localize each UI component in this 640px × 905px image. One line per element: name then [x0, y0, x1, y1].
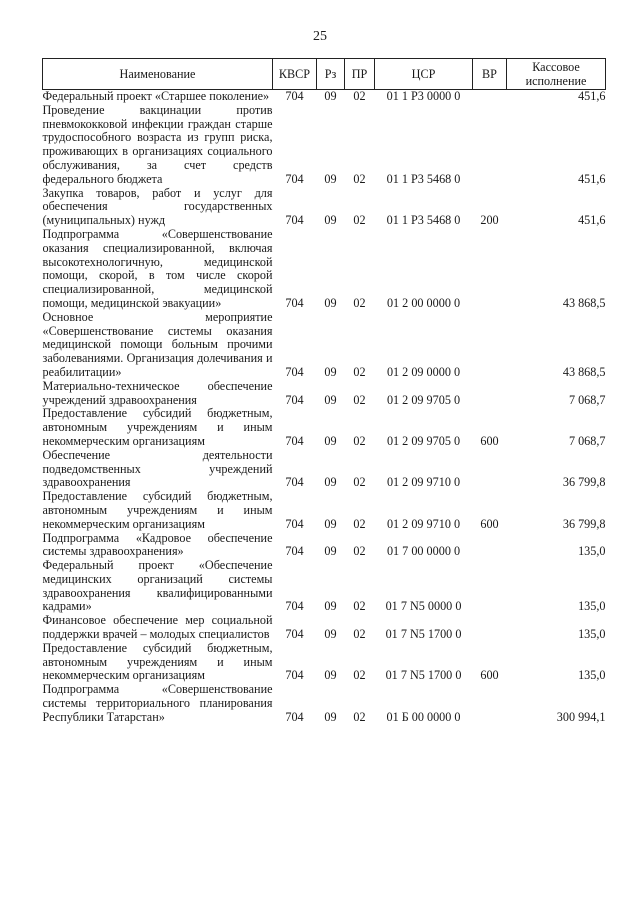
row-rz: 09 [324, 89, 337, 103]
row-rz: 09 [324, 433, 337, 448]
row-kvsr: 704 [285, 544, 304, 559]
row-kvsr: 704 [285, 709, 304, 724]
column-header-vr: ВР [473, 59, 507, 90]
row-kvsr: 704 [285, 89, 304, 103]
row-rz: 09 [324, 475, 337, 490]
row-amount: 451,6 [578, 171, 606, 186]
row-vr [473, 614, 507, 642]
row-kvsr: 704 [285, 475, 304, 490]
row-kvsr: 704 [285, 171, 304, 186]
row-csr: 01 7 N5 1700 0 [385, 627, 462, 642]
row-csr: 01 2 09 9705 0 [386, 392, 461, 407]
budget-table [42, 58, 606, 725]
row-name: Подпрограмма «Совершенствование системы территориального планирования Республики Татарстан» [42, 682, 273, 724]
row-name: Подпрограмма «Кадровое обеспечение системы здравоохранения» [42, 530, 273, 559]
row-name: Предоставление субсидий бюджетным, автономным учреждениям и иным некоммерческим организациям [42, 406, 273, 448]
row-csr: 01 7 00 0000 0 [386, 544, 461, 559]
row-vr: 600 [480, 433, 499, 448]
row-csr: 01 7 N5 0000 0 [385, 599, 462, 614]
row-kvsr: 704 [285, 516, 304, 531]
table-row [43, 559, 606, 614]
column-header-amount: Кассовое исполнение [507, 59, 606, 90]
row-vr [473, 380, 507, 408]
row-pr: 02 [353, 89, 366, 103]
row-kvsr: 704 [285, 213, 304, 228]
row-amount: 300 994,1 [556, 709, 606, 724]
table-row [43, 407, 606, 448]
table-row [43, 380, 606, 408]
row-vr [473, 559, 507, 614]
row-vr [473, 683, 507, 724]
column-header-name: Наименование [43, 59, 273, 90]
row-csr: 01 1 P3 5468 0 [386, 171, 461, 186]
row-vr [473, 104, 507, 187]
row-pr: 02 [353, 433, 366, 448]
row-csr: 01 2 00 0000 0 [386, 295, 461, 310]
row-amount: 135,0 [578, 599, 606, 614]
row-csr: 01 2 09 9705 0 [386, 433, 461, 448]
row-rz: 09 [324, 516, 337, 531]
row-pr: 02 [353, 171, 366, 186]
row-name: Основное мероприятие «Совершенствование системы оказания медицинской помощи больным прочими заболеваниями. Организация долечивания и реабилитации» [42, 309, 273, 379]
page-number: 25 [313, 29, 327, 44]
row-pr: 02 [353, 295, 366, 310]
column-header-rz: Рз [317, 59, 345, 90]
row-pr: 02 [353, 392, 366, 407]
row-name: Предоставление субсидий бюджетным, автономным учреждениям и иным некоммерческим организациям [42, 640, 273, 683]
row-kvsr: 704 [285, 392, 304, 407]
table-row [43, 490, 606, 531]
row-csr: 01 2 09 9710 0 [386, 475, 461, 490]
row-amount: 135,0 [578, 627, 606, 642]
row-name: Финансовое обеспечение мер социальной поддержки врачей – молодых специалистов [42, 613, 273, 642]
row-name: Подпрограмма «Совершенствование оказания специализированной, включая высокотехнологичную, медицинской помощи, скорой, в том числе скорой специализированной, медицинской помощи, медицинской эвакуации» [42, 226, 273, 310]
row-amount: 135,0 [578, 544, 606, 559]
row-rz: 09 [324, 668, 337, 683]
table-row [43, 90, 606, 104]
row-amount: 7 068,7 [568, 392, 606, 407]
row-rz: 09 [324, 364, 337, 379]
row-csr: 01 7 N5 1700 0 [385, 668, 462, 683]
row-kvsr: 704 [285, 364, 304, 379]
table-row [43, 449, 606, 490]
row-csr: 01 1 P3 0000 0 [386, 89, 461, 103]
row-vr [473, 90, 507, 104]
row-amount: 135,0 [578, 668, 606, 683]
row-name: Предоставление субсидий бюджетным, автономным учреждениям и иным некоммерческим организациям [42, 489, 273, 531]
table-row [43, 614, 606, 642]
row-kvsr: 704 [285, 599, 304, 614]
table-row [43, 532, 606, 560]
row-vr [473, 228, 507, 311]
row-csr: 01 2 09 9710 0 [386, 516, 461, 531]
row-csr: 01 Б 00 0000 0 [386, 709, 461, 724]
row-name: Федеральный проект «Обеспечение медицинских организаций системы здравоохранения квалифицированными кадрами» [42, 558, 273, 614]
row-pr: 02 [353, 364, 366, 379]
row-rz: 09 [324, 544, 337, 559]
row-name: Обеспечение деятельности подведомственных учреждений здравоохранения [42, 447, 273, 490]
row-pr: 02 [353, 213, 366, 228]
row-kvsr: 704 [285, 668, 304, 683]
row-vr: 200 [480, 213, 499, 228]
row-amount: 451,6 [578, 213, 606, 228]
row-kvsr: 704 [285, 295, 304, 310]
row-amount: 36 799,8 [562, 475, 606, 490]
row-vr [473, 449, 507, 490]
row-csr: 01 2 09 0000 0 [386, 364, 461, 379]
table-row [43, 311, 606, 380]
column-header-csr: ЦСР [375, 59, 473, 90]
row-rz: 09 [324, 599, 337, 614]
row-name: Проведение вакцинации против пневмококковой инфекции граждан старше трудоспособного возраста из групп риска, проживающих в организациях социального обслуживания, за счет средств федерального бюджета [42, 102, 273, 186]
row-rz: 09 [324, 627, 337, 642]
table-row [43, 683, 606, 724]
row-csr: 01 1 P3 5468 0 [386, 213, 461, 228]
row-name: Материально-техническое обеспечение учреждений здравоохранения [42, 378, 273, 407]
table-row [43, 642, 606, 683]
row-rz: 09 [324, 709, 337, 724]
row-kvsr: 704 [285, 433, 304, 448]
table-row [43, 187, 606, 228]
table-header-row [43, 59, 606, 90]
row-vr [473, 311, 507, 380]
row-pr: 02 [353, 516, 366, 531]
row-pr: 02 [353, 709, 366, 724]
row-pr: 02 [353, 627, 366, 642]
row-amount: 43 868,5 [562, 364, 606, 379]
row-pr: 02 [353, 668, 366, 683]
row-rz: 09 [324, 171, 337, 186]
row-rz: 09 [324, 295, 337, 310]
row-amount: 451,6 [578, 89, 606, 103]
row-pr: 02 [353, 475, 366, 490]
row-vr: 600 [480, 516, 499, 531]
row-pr: 02 [353, 544, 366, 559]
row-amount: 43 868,5 [562, 295, 606, 310]
row-amount: 36 799,8 [562, 516, 606, 531]
row-name: Закупка товаров, работ и услуг для обеспечения государственных (муниципальных) нужд [42, 185, 273, 228]
table-row [43, 104, 606, 187]
row-rz: 09 [324, 392, 337, 407]
table-body [43, 90, 606, 725]
column-header-kvsr: КВСР [273, 59, 317, 90]
row-kvsr: 704 [285, 627, 304, 642]
row-vr: 600 [480, 668, 499, 683]
row-pr: 02 [353, 599, 366, 614]
column-header-pr: ПР [345, 59, 375, 90]
row-amount: 7 068,7 [568, 433, 606, 448]
row-name: Федеральный проект «Старшее поколение» [42, 89, 270, 103]
row-vr [473, 532, 507, 560]
table-row [43, 228, 606, 311]
row-rz: 09 [324, 213, 337, 228]
